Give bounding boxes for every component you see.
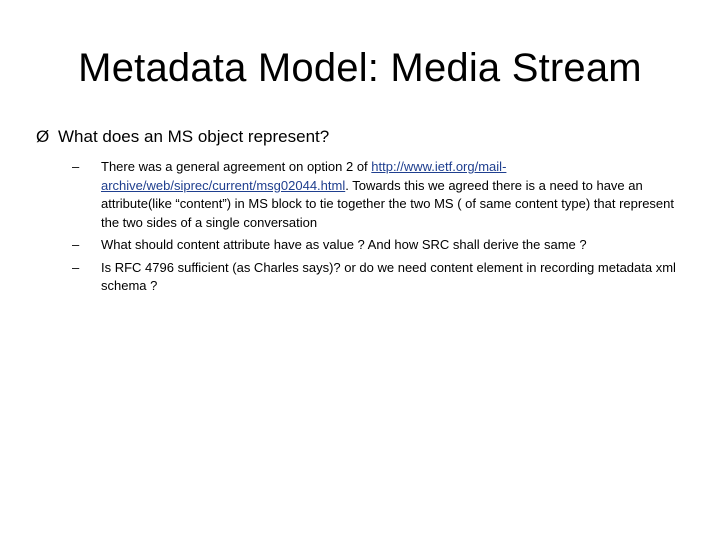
dash-bullet-icon: – bbox=[72, 159, 80, 174]
mail-archive-link[interactable]: http://www.ietf.org/mail-archive/web/siprec/current/msg02044.html bbox=[101, 159, 507, 193]
subbullet-item bbox=[72, 259, 684, 296]
dash-bullet-icon: – bbox=[72, 259, 80, 275]
subbullet-text: Is RFC 4796 sufficient (as Charles says)? or do we need content element in recording metadata xml schema ? bbox=[101, 259, 676, 293]
subbullet-item bbox=[72, 236, 684, 255]
main-bullet-text: What does an MS object represent? bbox=[58, 127, 330, 146]
subbullet-item bbox=[72, 158, 684, 232]
slide-content bbox=[36, 126, 686, 300]
subbullet-suffix: . Towards this we agreed there is a need to have an attribute(like “content”) in MS block to tie together the two MS ( of same content type) that represent the two sides of a single conversation bbox=[101, 177, 674, 230]
arrow-bullet-icon: Ø bbox=[36, 127, 50, 146]
subbullet-list bbox=[72, 158, 684, 296]
slide-title: Metadata Model: Media Stream bbox=[78, 46, 642, 90]
subbullet-prefix: There was a general agreement on option 2 of bbox=[101, 159, 372, 174]
main-bullet bbox=[36, 126, 686, 148]
subbullet-text bbox=[101, 158, 684, 232]
dash-bullet-icon: – bbox=[72, 237, 80, 252]
subbullet-text: What should content attribute have as value ? And how SRC shall derive the same ? bbox=[101, 237, 587, 252]
